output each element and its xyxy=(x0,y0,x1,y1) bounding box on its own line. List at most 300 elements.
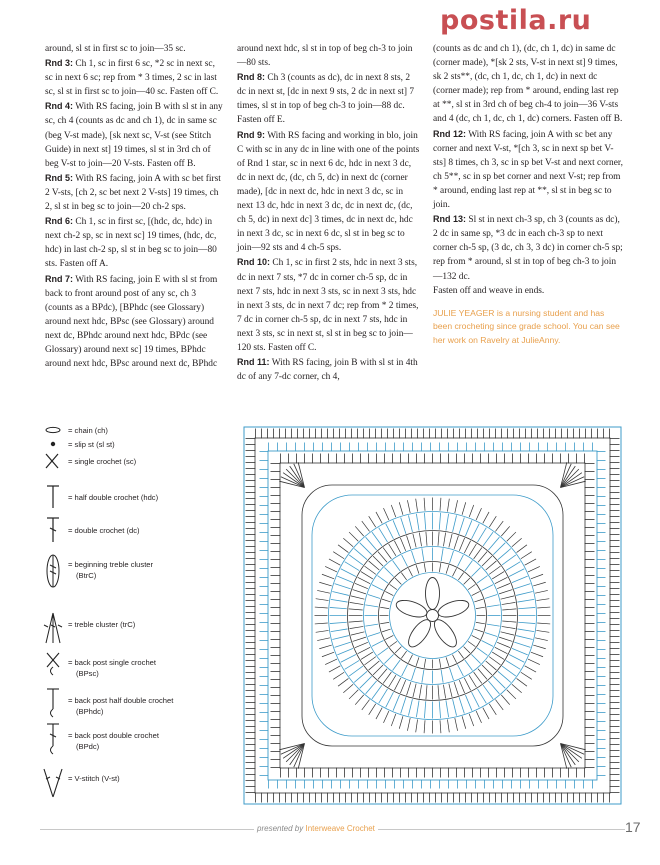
round-label: Rnd 5: xyxy=(45,172,73,183)
v-stitch-icon xyxy=(40,765,66,805)
stitch-mark xyxy=(464,647,470,653)
stitch-mark xyxy=(535,638,548,641)
stitch-mark xyxy=(407,536,411,549)
stitch-mark xyxy=(322,652,334,657)
stitch-mark xyxy=(472,524,480,539)
stitch-mark xyxy=(325,566,337,571)
stitch-mark xyxy=(383,508,388,520)
stitch-mark xyxy=(419,533,421,547)
stitch-mark xyxy=(454,536,458,549)
stitch-mark xyxy=(422,670,424,683)
round-3-stitches xyxy=(380,563,486,669)
stitch-mark xyxy=(372,640,384,646)
stitch-mark xyxy=(493,543,505,555)
stitch-mark xyxy=(372,585,384,591)
stitch-mark xyxy=(459,518,464,534)
stitch-mark xyxy=(518,622,535,623)
center-petal xyxy=(394,597,429,620)
stitch-mark xyxy=(469,714,474,726)
legend-label-text: = half double crochet (hdc) xyxy=(68,493,159,502)
stitch-mark xyxy=(329,666,340,672)
center-petal xyxy=(426,578,440,610)
back-post-half-double-crochet-icon xyxy=(40,687,66,727)
instruction-paragraph xyxy=(237,42,420,70)
stitch-mark xyxy=(468,584,475,589)
instruction-paragraph xyxy=(433,284,623,298)
stitch-mark xyxy=(441,670,443,683)
stitch-mark xyxy=(337,648,353,655)
stitch-mark xyxy=(483,532,493,546)
stitch-mark xyxy=(393,660,401,671)
stitch-mark xyxy=(439,701,440,718)
back-post-single-crochet-icon xyxy=(40,651,66,691)
stitch-mark xyxy=(452,568,456,576)
stitch-mark xyxy=(492,652,504,659)
stitch-mark xyxy=(477,528,486,542)
stitch-mark xyxy=(319,645,331,649)
stitch-mark xyxy=(338,678,348,686)
round-text: Ch 3 (counts as dc), dc in next 8 sts, 2 dc in next st, [dc in next 9 sts, 2 dc in next st] 7 times, sl st in top of beg ch-3 to join—88 dc. Fasten off E. xyxy=(237,73,415,126)
stitch-mark xyxy=(501,526,510,536)
round-text: around, sl st in first sc to join—35 sc. xyxy=(45,44,186,54)
presented-by-text: presented by xyxy=(257,824,304,833)
stitch-mark xyxy=(390,584,397,589)
stitch-mark xyxy=(486,661,497,670)
stitch-mark xyxy=(389,544,396,556)
stitch-mark xyxy=(376,708,382,719)
double-crochet-icon xyxy=(40,516,66,556)
stitch-mark xyxy=(408,515,412,532)
stitch-mark xyxy=(407,500,410,513)
stitch-mark xyxy=(351,596,365,599)
round-12-stitches xyxy=(260,443,606,789)
stitch-mark xyxy=(349,609,363,610)
stitch-mark xyxy=(399,716,403,728)
stitch-mark xyxy=(477,648,488,656)
stitch-mark xyxy=(401,518,406,534)
stitch-mark xyxy=(365,566,376,574)
stitch-mark xyxy=(343,684,353,693)
stitch-mark xyxy=(453,699,457,716)
round-13-outline xyxy=(255,438,610,793)
legend-label-text: = single crochet (sc) xyxy=(68,457,137,466)
stitch-mark xyxy=(401,651,406,658)
stitch-mark xyxy=(353,590,366,594)
stitch-mark xyxy=(400,538,405,551)
stitch-mark xyxy=(489,566,500,574)
stitch-mark xyxy=(369,704,376,715)
stitch-mark xyxy=(332,636,349,640)
round-9-outline xyxy=(312,495,553,736)
stitch-mark xyxy=(424,701,425,718)
round-text: With RS facing, join B with sl st in any sc, ch 4 (counts as dc and ch 1), dc in same sc (beg V-st made), [sk next sc, V-st (see Stitch Guide) in next st] 19 times, sl st in 3rd ch of beg V-st to join—20 V-sts. Fasten off B. xyxy=(45,102,223,169)
stitch-mark xyxy=(424,498,425,511)
stitch-mark xyxy=(383,711,388,723)
round-text: With RS facing, join E with sl st from back to front around post of any sc, ch 3 (counts as a BPdc), [BPhdc (see Glossary) around next hdc, BPsc (see Glossary) around next dc, BPhdc around next hdc, BPdc (see Glossary) around next sc] 19 times, BPhdc around next hdc, BPsc around next dc, BPhdc xyxy=(45,274,218,370)
stitch-mark xyxy=(330,622,347,623)
round-label: Rnd 12: xyxy=(433,128,467,139)
stitch-mark xyxy=(446,700,449,717)
stitch-mark xyxy=(393,520,400,536)
stitch-mark xyxy=(441,548,443,561)
stitch-mark xyxy=(411,668,415,680)
stitch-mark xyxy=(349,666,363,676)
instruction-paragraph xyxy=(237,128,420,256)
stitch-mark xyxy=(498,549,511,560)
legend-label xyxy=(68,439,115,450)
stitch-mark xyxy=(506,562,520,571)
stitch-mark xyxy=(351,632,365,635)
stitch-mark xyxy=(509,569,524,577)
legend-label-text: = chain (ch) xyxy=(68,426,108,435)
round-text: Ch 1, sc in first 2 sts, hdc in next 3 sts, dc in next 7 sts, *7 dc in corner ch-5 sp, dc in next 7 sts, hdc in next 3 sts, sc in next 3 sts, hdc in next 3 sts, dc in next 7 dc; rep from * 2 times, 7 dc in corner ch-5 sp, dc in next 7 sts, hdc in next 3 sts, sc in next st, sl st in beg sc to join—120 sts. Fasten off C. xyxy=(237,258,419,353)
stitch-mark xyxy=(355,583,368,588)
stitch-mark xyxy=(413,684,416,698)
stitch-mark xyxy=(385,635,393,639)
stitch-mark xyxy=(536,599,549,601)
stitch-mark xyxy=(487,605,500,607)
stitch-mark xyxy=(373,665,383,675)
stitch-mark xyxy=(408,699,412,716)
legend-label xyxy=(68,657,156,679)
stitch-mark xyxy=(424,720,425,733)
round-text: around next hdc, sl st in top of beg ch-3 to join—80 sts. xyxy=(237,44,413,69)
stitch-mark xyxy=(462,502,466,514)
stitch-mark xyxy=(349,621,363,622)
stitch-mark xyxy=(528,659,540,664)
stitch-mark xyxy=(483,685,493,699)
stitch-mark xyxy=(476,607,485,608)
stitch-mark xyxy=(419,685,421,699)
stitch-mark xyxy=(469,675,476,687)
text-column-2 xyxy=(237,42,420,384)
stitch-mark xyxy=(502,609,516,610)
stitch-mark xyxy=(395,578,401,584)
round-label: Rnd 9: xyxy=(237,129,265,140)
stitch-mark xyxy=(465,560,473,571)
stitch-mark xyxy=(489,704,496,715)
stitch-mark xyxy=(485,632,497,636)
stitch-mark xyxy=(525,559,536,565)
stitch-mark xyxy=(471,567,480,576)
stitch-mark xyxy=(413,534,416,548)
stitch-mark xyxy=(517,629,534,632)
stitch-mark xyxy=(345,660,359,669)
stitch-mark xyxy=(394,541,400,553)
stitch-mark xyxy=(341,655,356,663)
stitch-mark xyxy=(384,654,393,663)
stitch-mark xyxy=(380,622,389,623)
watermark-logo: postila.ru xyxy=(440,5,592,36)
stitch-mark xyxy=(501,632,515,635)
stitch-mark xyxy=(372,532,382,546)
stitch-mark xyxy=(477,689,486,703)
stitch-mark xyxy=(377,648,388,656)
stitch-mark xyxy=(512,648,528,655)
stitch-mark xyxy=(464,578,470,584)
stitch-mark xyxy=(426,685,427,699)
stitch-mark xyxy=(400,680,405,693)
designer-bio: JULIE YEAGER is a nursing student and has been crocheting since grade school. You can see her work on Ravelry at JulieAnny. xyxy=(433,307,620,345)
stitch-mark xyxy=(416,565,419,574)
stitch-mark xyxy=(486,561,497,570)
round-label: Rnd 7: xyxy=(45,273,73,284)
stitch-mark xyxy=(495,577,507,583)
stitch-mark xyxy=(446,565,449,574)
stitch-mark xyxy=(353,637,366,641)
legend-label xyxy=(68,773,120,784)
round-label: Rnd 4: xyxy=(45,101,73,112)
stitch-mark xyxy=(369,661,380,670)
stitch-mark xyxy=(459,538,464,551)
stitch-mark xyxy=(350,626,364,628)
legend-label xyxy=(68,559,153,581)
stitch-mark xyxy=(514,642,530,647)
round-text: With RS facing and working in blo, join C with sc in any dc in line with one of the points of Rnd 1 star, sc in next 6 dc, hdc in next 3 dc, dc in next dc, (dc, ch 5, dc) in next dc (corner made), [dc in next dc, hdc in next 3 dc, sc in next 13 dc, hdc in next 3 dc, dc in next dc, (dc, ch 5, dc) in next dc] 3 times, dc in next dc, hdc in next 3 dc, sc in next 6 dc, sl st in beg sc to join—92 sts and 4 ch-5 sps. xyxy=(237,130,420,254)
stitch-mark xyxy=(349,555,363,565)
legend-label xyxy=(68,695,173,717)
stitch-mark xyxy=(518,607,535,608)
stitch-mark xyxy=(462,716,466,728)
stitch-mark xyxy=(453,515,457,532)
legend-label-abbrev: (BPhdc) xyxy=(76,707,104,716)
stitch-mark xyxy=(439,513,440,530)
stitch-mark xyxy=(502,602,516,604)
stitch-mark xyxy=(455,718,458,731)
stitch-mark xyxy=(478,552,487,563)
legend-label xyxy=(68,492,158,503)
stitch-mark xyxy=(438,532,439,546)
instruction-paragraph xyxy=(45,171,223,214)
stitch-mark xyxy=(440,720,441,733)
stitch-mark xyxy=(495,521,503,531)
stitch-mark xyxy=(378,669,387,680)
legend-label-text: = back post single crochet xyxy=(68,658,157,667)
stitch-legend xyxy=(40,425,230,805)
treble-cluster-icon xyxy=(40,611,66,651)
instruction-paragraph xyxy=(237,355,420,384)
stitch-mark xyxy=(376,512,382,523)
stitch-mark xyxy=(469,544,476,556)
stitch-mark xyxy=(521,552,532,559)
stitch-mark xyxy=(471,654,480,663)
stitch-mark xyxy=(407,682,411,695)
instruction-paragraph xyxy=(433,212,623,283)
stitch-mark xyxy=(402,665,408,677)
stitch-mark xyxy=(331,599,348,602)
stitch-mark xyxy=(455,500,458,513)
stitch-mark xyxy=(361,572,373,579)
stitch-mark xyxy=(454,682,458,695)
stitch-mark xyxy=(373,556,383,566)
stitch-mark xyxy=(380,607,389,608)
stitch-mark xyxy=(474,672,482,683)
stitch-mark xyxy=(355,642,368,647)
stitch-mark xyxy=(391,505,396,517)
stitch-mark xyxy=(525,666,536,672)
legend-label-abbrev: (BPsc) xyxy=(76,669,99,678)
stitch-mark xyxy=(362,521,370,531)
stitch-mark xyxy=(349,690,358,699)
stitch-mark xyxy=(512,576,528,583)
legend-label-abbrev: (BPdc) xyxy=(76,742,100,751)
stitch-mark xyxy=(482,585,494,591)
stitch-mark xyxy=(407,718,410,731)
stitch-mark xyxy=(382,629,391,632)
beginning-treble-cluster-icon xyxy=(40,553,66,593)
stitch-mark xyxy=(489,657,500,665)
text-column-3 xyxy=(433,42,623,347)
stitch-mark xyxy=(482,556,492,566)
round-label: Rnd 3: xyxy=(45,58,73,69)
stitch-mark xyxy=(464,678,470,690)
stitch-mark xyxy=(497,642,510,647)
stitch-mark xyxy=(384,567,393,576)
stitch-mark xyxy=(389,675,396,687)
legend-label-text: = V-stitch (V-st) xyxy=(68,774,120,783)
legend-label xyxy=(68,619,135,630)
legend-label-text: = back post double crochet xyxy=(68,731,159,740)
legend-label xyxy=(68,525,140,536)
stitch-mark xyxy=(360,543,372,555)
page-footer xyxy=(0,819,660,865)
stitch-mark xyxy=(391,714,396,726)
stitch-mark xyxy=(501,596,515,599)
stitch-mark xyxy=(533,645,545,649)
stitch-mark xyxy=(487,624,500,626)
legend-label-text: = back post half double crochet xyxy=(68,696,174,705)
stitch-mark xyxy=(316,630,329,632)
stitch-mark xyxy=(446,657,449,666)
stitch-mark xyxy=(358,647,370,653)
stitch-mark xyxy=(439,659,440,668)
stitch-mark xyxy=(401,573,406,580)
stitch-mark xyxy=(517,599,534,602)
stitch-mark xyxy=(482,640,494,646)
stitch-mark xyxy=(366,537,377,550)
stitch-mark xyxy=(354,671,367,682)
stitch-mark xyxy=(335,642,351,647)
legend-label-text: = double crochet (dc) xyxy=(68,526,140,535)
stitch-mark xyxy=(349,532,358,541)
stitch-mark xyxy=(319,582,331,586)
stitch-mark xyxy=(355,526,364,536)
stitch-mark xyxy=(499,637,512,641)
round-label: Rnd 6: xyxy=(45,216,73,227)
stitch-mark xyxy=(322,574,334,579)
stitch-mark xyxy=(498,671,511,682)
stitch-mark xyxy=(350,602,364,604)
stitch-mark xyxy=(493,676,505,688)
stitch-mark xyxy=(365,624,378,626)
stitch-mark xyxy=(385,591,393,595)
stitch-mark xyxy=(355,695,364,705)
stitch-mark xyxy=(424,659,425,668)
stitch-mark xyxy=(379,689,388,703)
stitch-mark xyxy=(501,695,510,705)
stitch-mark xyxy=(399,502,403,514)
stitch-mark xyxy=(383,672,391,683)
stitch-mark xyxy=(386,692,394,707)
center-ring xyxy=(427,610,439,622)
stitch-mark xyxy=(464,541,470,553)
round-text: With RS facing, join A with sc bet any corner and next V-st, *[ch 3, sc in next sp bet V-sts] 8 times, ch 3, sc in sp bet V-st and next corner, ch 5**, sc in sp bet corner and next V-st; rep from * around, ending last rep at **, sl st in beg sc to join. xyxy=(433,129,623,211)
stitch-mark xyxy=(468,641,475,646)
stitch-mark xyxy=(316,599,329,601)
stitch-mark xyxy=(331,629,348,632)
stitch-mark xyxy=(377,576,388,584)
stitch-mark xyxy=(378,552,387,563)
center-petal xyxy=(436,597,471,620)
stitch-mark xyxy=(330,607,347,608)
legend-label-text: = beginning treble cluster xyxy=(68,560,154,569)
instruction-paragraph xyxy=(45,42,223,56)
stitch-mark xyxy=(452,655,456,663)
round-text: With RS facing, join B with sl st in 4th dc of any 7-dc corner, ch 4, xyxy=(237,358,418,383)
stitch-mark xyxy=(457,665,463,677)
instruction-paragraph xyxy=(237,255,420,355)
stitch-mark xyxy=(465,695,472,711)
stitch-mark xyxy=(476,622,485,623)
stitch-mark xyxy=(458,573,463,580)
stitch-mark xyxy=(509,655,524,663)
stitch-mark xyxy=(489,516,496,527)
stitch-mark xyxy=(333,552,344,559)
stitch-mark xyxy=(495,647,507,653)
stitch-mark xyxy=(502,666,516,676)
stitch-mark xyxy=(341,569,356,577)
stitch-mark xyxy=(345,562,359,571)
stitch-mark xyxy=(457,555,463,567)
corner-fan-stitch xyxy=(561,469,579,487)
stitch-mark xyxy=(485,594,497,598)
stitch-mark xyxy=(440,498,441,511)
stitch-mark xyxy=(474,629,483,632)
round-text: With RS facing, join A with sc bet first 2 V-sts, [ch 2, sc bet next 2 V-sts] 19 times, ch 2, sl st in beg sc to join—20 ch-2 sps. xyxy=(45,173,221,213)
stitch-mark xyxy=(393,695,400,711)
stitch-mark xyxy=(476,711,481,723)
stitch-mark xyxy=(531,574,543,579)
stitch-mark xyxy=(329,559,340,565)
stitch-mark xyxy=(497,583,510,588)
stitch-mark xyxy=(465,520,472,536)
stitch-mark xyxy=(517,545,527,553)
stitch-mark xyxy=(447,719,449,732)
stitch-mark xyxy=(343,538,353,547)
stitch-mark xyxy=(372,685,382,699)
stitch-mark xyxy=(533,582,545,586)
stitch-mark xyxy=(483,708,489,719)
stitch-mark xyxy=(365,605,378,607)
legend-label-abbrev: (BtrC) xyxy=(76,571,97,580)
corner-fan-stitch xyxy=(561,744,579,762)
stitch-mark xyxy=(499,590,512,594)
stitch-mark xyxy=(476,508,481,520)
stitch-mark xyxy=(354,549,367,560)
stitch-mark xyxy=(382,599,391,602)
stitch-mark xyxy=(317,638,330,641)
stitch-mark xyxy=(362,700,370,710)
stitch-mark xyxy=(438,685,439,699)
stitch-mark xyxy=(465,660,473,671)
legend-label xyxy=(68,456,136,467)
stitch-mark xyxy=(443,685,445,699)
instruction-paragraph xyxy=(237,70,420,127)
stitch-mark xyxy=(368,594,380,598)
stitch-mark xyxy=(512,684,522,693)
stitch-mark xyxy=(416,499,418,512)
round-text: Ch 1, sc in first sc, [(hdc, dc, hdc) in next ch-2 sp, sc in next sc] 19 times, (hdc, dc, hdc) in last ch-2 sp, sl st in beg sc to join—80 sts. Fasten off A. xyxy=(45,217,217,270)
